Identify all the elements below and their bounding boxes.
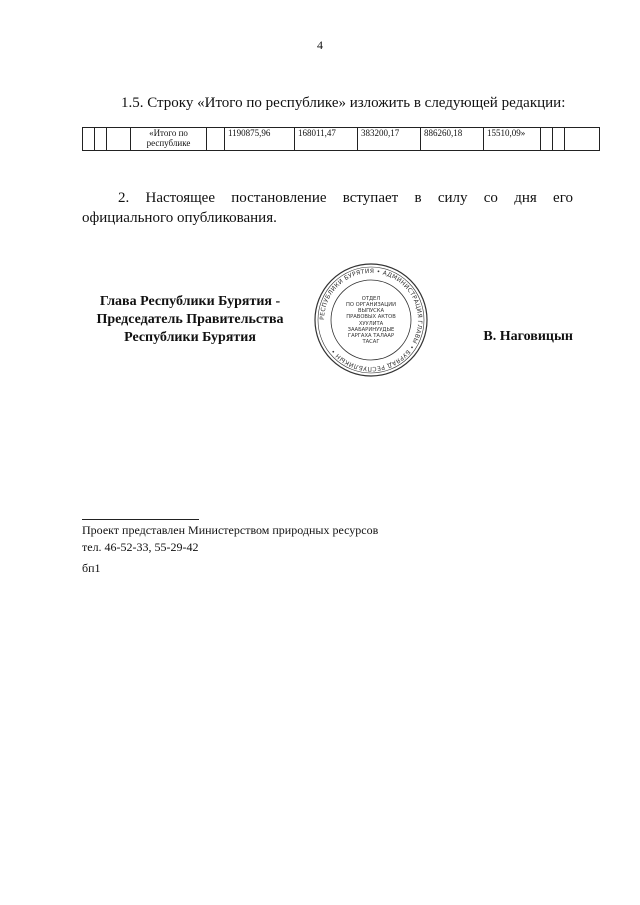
table-cell <box>107 128 131 151</box>
signatory-title <box>82 293 298 347</box>
table-cell <box>95 128 107 151</box>
word: 2. <box>118 190 130 206</box>
table-cell-value: 15510,09» <box>484 128 541 151</box>
seal-line: ПО ОРГАНИЗАЦИИ <box>345 302 397 308</box>
label-line-1: «Итого по <box>149 128 188 138</box>
table-cell <box>565 128 600 151</box>
word: постановление <box>231 190 327 206</box>
seal-line: ГАРГАХА ТАЛААР <box>347 333 395 339</box>
title-line: Республики Бурятия <box>124 330 256 345</box>
title-line: Глава Республики Бурятия - <box>99 294 281 309</box>
seal-line: ПРАВОВЫХ АКТОВ <box>346 314 396 320</box>
signatory-name: В. Наговицын <box>483 329 573 344</box>
table-cell-value: 886260,18 <box>421 128 484 151</box>
document-code: бп1 <box>82 561 101 575</box>
footnote-divider <box>82 519 199 520</box>
item-2-line-2: официального опубликования. <box>82 210 277 226</box>
word: его <box>553 190 573 206</box>
table-cell-value: 168011,47 <box>295 128 358 151</box>
seal-ring-text: РЕСПУБЛИКИ БУРЯТИЯ • АДМИНИСТРАЦИЯ ГЛАВЫ • БУРЯАД РЕСПУБЛИКЫН • <box>318 267 424 373</box>
table-cell <box>83 128 95 151</box>
table-row <box>83 128 600 151</box>
item-1-5-text: 1.5. Строку «Итого по республике» изложить в следующей редакции: <box>121 95 566 111</box>
word: вступает <box>342 190 399 206</box>
word: Настоящее <box>145 190 216 206</box>
seal-line: ХУУЛИТА <box>358 321 384 327</box>
table-cell-value: 383200,17 <box>358 128 421 151</box>
title-line: Председатель Правительства <box>96 312 284 327</box>
seal-line: ОТДЕЛ <box>361 296 381 302</box>
word: в <box>414 190 422 206</box>
footnote <box>82 522 378 556</box>
seal-line: ВЫПУСКА <box>357 308 385 314</box>
page-number: 4 <box>317 38 323 52</box>
official-seal <box>313 262 429 378</box>
footnote-line: Проект представлен Министерством природных ресурсов <box>82 523 379 537</box>
table-cell <box>553 128 565 151</box>
amendment-table <box>82 127 600 151</box>
item-2-paragraph <box>82 188 573 228</box>
seal-line: ЗААБАРИНУУДЫЕ <box>347 327 395 333</box>
item-2-line-1 <box>82 188 573 208</box>
table-cell-label <box>131 128 207 151</box>
seal-line: ТАСАГ <box>362 339 380 345</box>
table-cell-value: 1190875,96 <box>225 128 295 151</box>
table-cell <box>207 128 225 151</box>
word: дня <box>514 190 537 206</box>
word: со <box>483 190 498 206</box>
footnote-line: тел. 46-52-33, 55-29-42 <box>82 540 199 554</box>
svg-text:РЕСПУБЛИКИ БУРЯТИЯ • АДМИНИСТР <box>319 268 423 372</box>
word: силу <box>437 190 468 206</box>
label-line-2: республике <box>146 138 191 148</box>
table-cell <box>541 128 553 151</box>
